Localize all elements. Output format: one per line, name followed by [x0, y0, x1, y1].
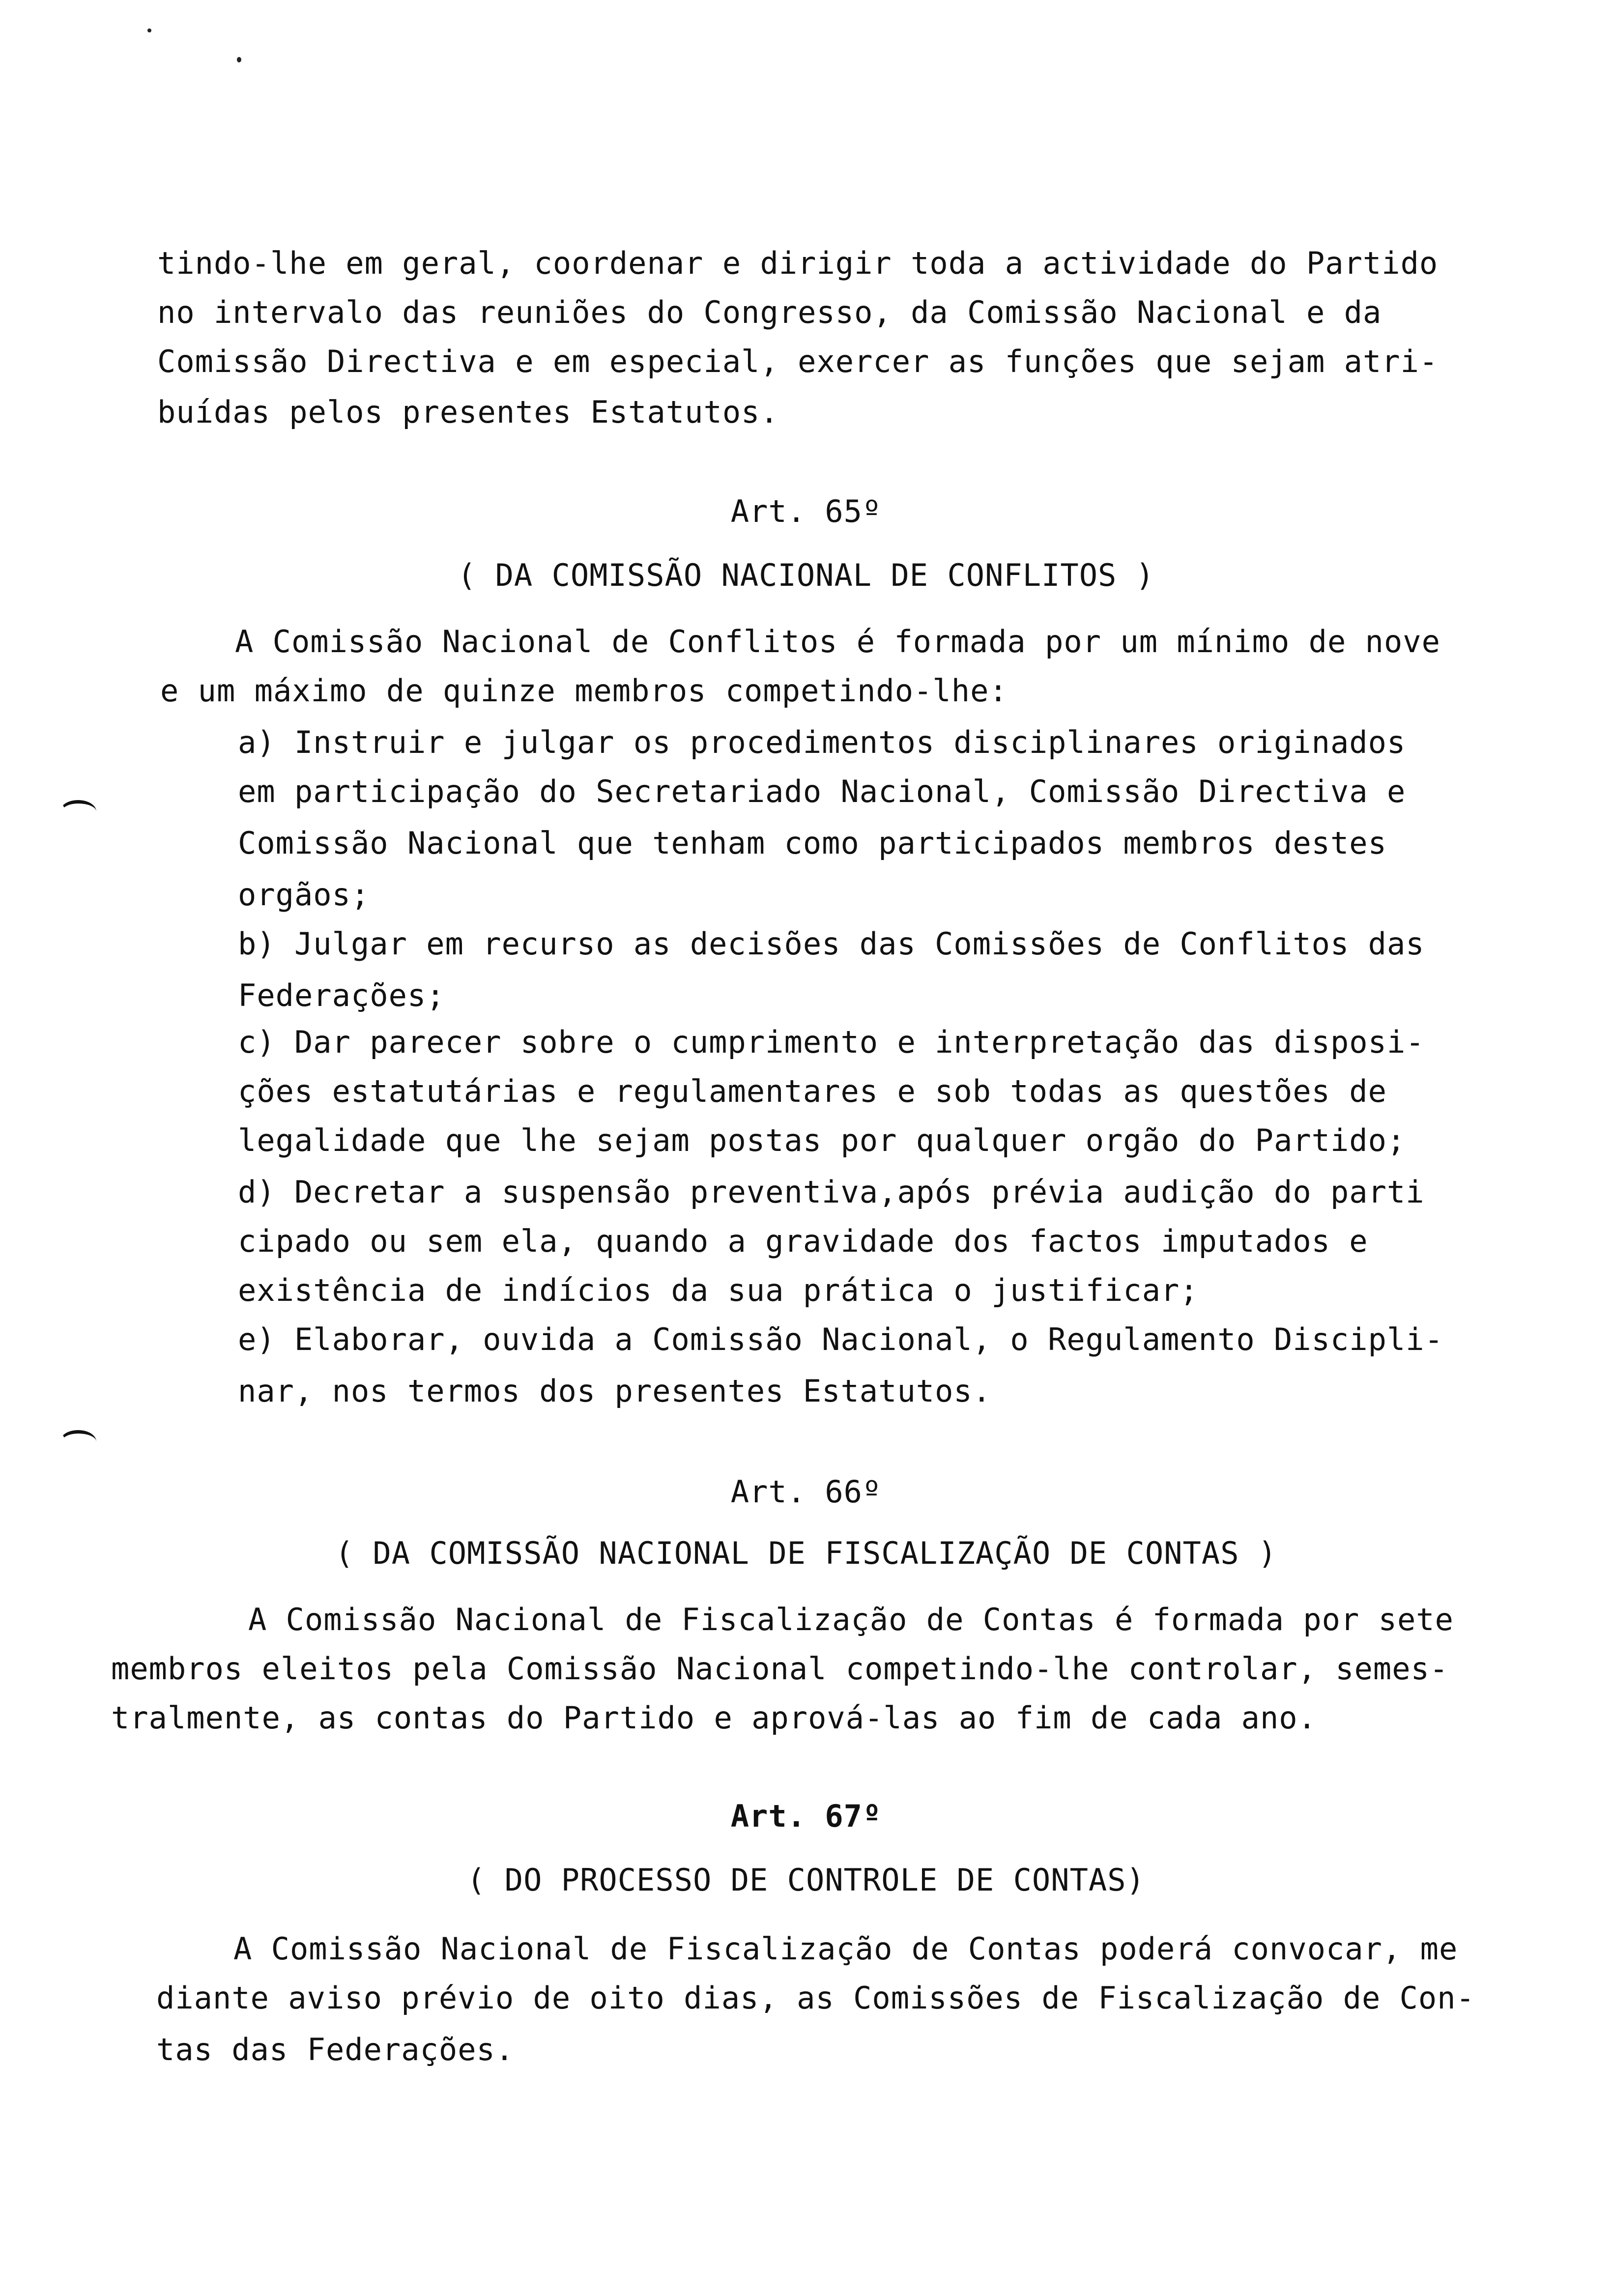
article-heading: Art. 66º — [730, 1474, 882, 1510]
text-line: diante aviso prévio de oito dias, as Comissões de Fiscalização de Con- — [156, 1980, 1475, 2016]
list-line: a) Instruir e julgar os procedimentos disciplinares originados — [238, 724, 1406, 760]
text-line: e um máximo de quinze membros competindo-lhe: — [160, 673, 1008, 709]
text-line: no intervalo das reuniões do Congresso, da Comissão Nacional e da — [157, 294, 1382, 330]
text-line: tindo-lhe em geral, coordenar e dirigir toda a actividade do Partido — [157, 245, 1439, 281]
list-line: existência de indícios da sua prática o justificar; — [238, 1272, 1199, 1308]
text-line: A Comissão Nacional de Fiscalização de Contas é formada por sete — [248, 1602, 1454, 1637]
scan-speck — [237, 57, 241, 62]
text-line: buídas pelos presentes Estatutos. — [157, 394, 779, 430]
article-subtitle: ( DO PROCESSO DE CONTROLE DE CONTAS) — [467, 1862, 1145, 1898]
list-line: b) Julgar em recurso as decisões das Comissões de Conflitos das — [238, 926, 1425, 962]
text-line: A Comissão Nacional de Fiscalização de Contas poderá convocar, me — [233, 1931, 1458, 1967]
list-line: nar, nos termos dos presentes Estatutos. — [238, 1373, 992, 1409]
article-heading: Art. 65º — [730, 493, 882, 529]
list-line: Comissão Nacional que tenham como participados membros destes — [238, 825, 1387, 861]
margin-mark — [60, 800, 96, 823]
list-line: orgãos; — [238, 877, 370, 913]
list-line: em participação do Secretariado Nacional, Comissão Directiva e — [238, 774, 1406, 809]
article-subtitle: ( DA COMISSÃO NACIONAL DE CONFLITOS ) — [457, 557, 1155, 593]
scan-speck — [147, 29, 151, 32]
margin-mark — [60, 1430, 96, 1453]
text-line: tralmente, as contas do Partido e aprová-las ao fim de cada ano. — [111, 1700, 1317, 1736]
text-line: membros eleitos pela Comissão Nacional competindo-lhe controlar, semes- — [111, 1651, 1449, 1687]
text-line: tas das Federações. — [156, 2032, 515, 2067]
text-line: Comissão Directiva e em especial, exercer as funções que sejam atri- — [157, 344, 1439, 379]
list-line: d) Decretar a suspensão preventiva,após prévia audição do parti — [238, 1174, 1425, 1210]
list-line: c) Dar parecer sobre o cumprimento e interpretação das disposi- — [238, 1024, 1425, 1060]
article-heading: Art. 67º — [730, 1798, 882, 1834]
list-line: cipado ou sem ela, quando a gravidade dos factos imputados e — [238, 1223, 1368, 1259]
text-line: A Comissão Nacional de Conflitos é formada por um mínimo de nove — [235, 624, 1440, 660]
article-subtitle: ( DA COMISSÃO NACIONAL DE FISCALIZAÇÃO DE CONTAS ) — [335, 1535, 1277, 1571]
list-line: e) Elaborar, ouvida a Comissão Nacional, o Regulamento Discipli- — [238, 1321, 1443, 1357]
list-line: Federações; — [238, 977, 445, 1013]
list-line: ções estatutárias e regulamentares e sob todas as questões de — [238, 1073, 1387, 1109]
list-line: legalidade que lhe sejam postas por qualquer orgão do Partido; — [238, 1122, 1406, 1158]
